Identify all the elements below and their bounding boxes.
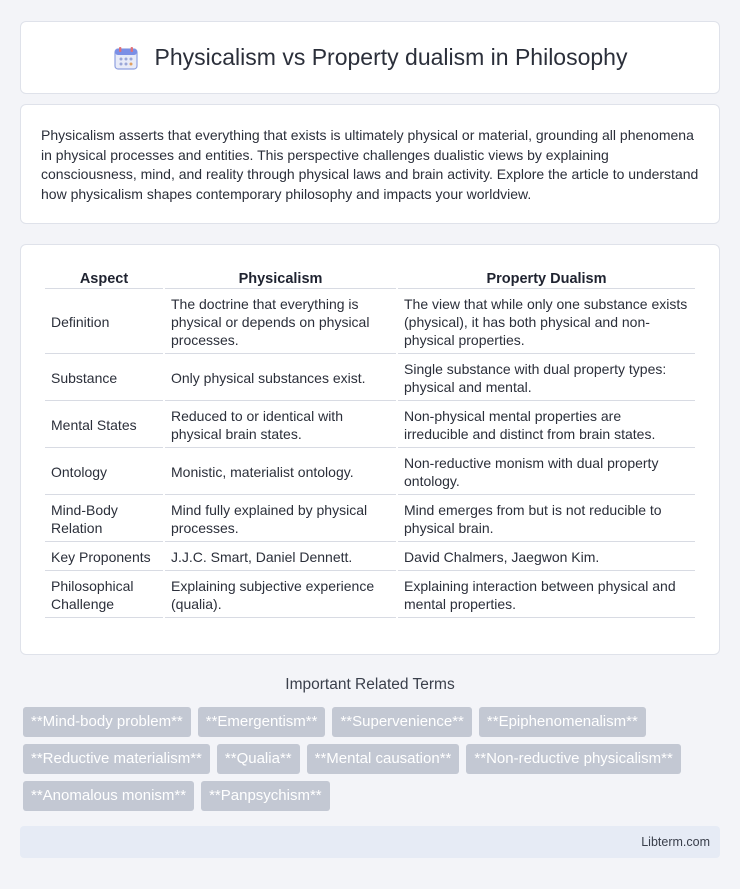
table-row — [45, 450, 695, 495]
related-terms-list — [23, 707, 703, 811]
related-term-tag[interactable]: **Mental causation** — [307, 744, 460, 774]
footer — [20, 826, 720, 858]
related-term-tag[interactable]: **Epiphenomenalism** — [479, 707, 646, 737]
table-row — [45, 497, 695, 542]
related-term-tag[interactable]: **Reductive materialism** — [23, 744, 210, 774]
related-term-tag[interactable]: **Non-reductive physicalism** — [466, 744, 680, 774]
column-header-property-dualism: Property Dualism — [398, 267, 695, 289]
aspect-cell: Ontology — [45, 450, 163, 495]
related-term-tag[interactable]: **Anomalous monism** — [23, 781, 194, 811]
related-term-tag[interactable]: **Mind-body problem** — [23, 707, 191, 737]
table-header-row — [45, 267, 695, 289]
aspect-cell: Philosophical Challenge — [45, 573, 163, 618]
intro-text: Physicalism asserts that everything that exists is ultimately physical or material, grounding all phenomena in physical processes and entities. This perspective challenges dualistic views by explaining consciousness, mind, and reality through physical laws and brain activity. Explore the article to understand how physicalism shapes contemporary philosophy and impacts your worldview. — [41, 127, 699, 202]
aspect-cell: Mind-Body Relation — [45, 497, 163, 542]
related-term-tag[interactable]: **Supervenience** — [332, 707, 471, 737]
physicalism-cell: Monistic, materialist ontology. — [165, 450, 396, 495]
physicalism-cell: Explaining subjective experience (qualia). — [165, 573, 396, 618]
related-term-tag[interactable]: **Qualia** — [217, 744, 300, 774]
table-row — [45, 403, 695, 448]
aspect-cell: Substance — [45, 356, 163, 401]
related-term-tag[interactable]: **Emergentism** — [198, 707, 326, 737]
table-row — [45, 544, 695, 571]
column-header-aspect: Aspect — [45, 267, 163, 289]
intro-card — [20, 104, 720, 224]
calendar-icon — [113, 45, 139, 71]
column-header-physicalism: Physicalism — [165, 267, 396, 289]
related-term-tag[interactable]: **Panpsychism** — [201, 781, 330, 811]
property-dualism-cell: Non-reductive monism with dual property ontology. — [398, 450, 695, 495]
property-dualism-cell: The view that while only one substance exists (physical), it has both physical and non-physical properties. — [398, 291, 695, 354]
table-row — [45, 291, 695, 354]
physicalism-cell: Mind fully explained by physical processes. — [165, 497, 396, 542]
property-dualism-cell: Non-physical mental properties are irreducible and distinct from brain states. — [398, 403, 695, 448]
comparison-table — [43, 265, 697, 620]
title-card — [20, 21, 720, 94]
physicalism-cell: Reduced to or identical with physical brain states. — [165, 403, 396, 448]
footer-site-link[interactable]: Libterm.com — [641, 835, 710, 849]
physicalism-cell: Only physical substances exist. — [165, 356, 396, 401]
property-dualism-cell: Mind emerges from but is not reducible to physical brain. — [398, 497, 695, 542]
table-row — [45, 356, 695, 401]
aspect-cell: Definition — [45, 291, 163, 354]
physicalism-cell: J.J.C. Smart, Daniel Dennett. — [165, 544, 396, 571]
property-dualism-cell: Explaining interaction between physical and mental properties. — [398, 573, 695, 618]
comparison-table-card — [20, 244, 720, 655]
aspect-cell: Mental States — [45, 403, 163, 448]
aspect-cell: Key Proponents — [45, 544, 163, 571]
property-dualism-cell: Single substance with dual property types: physical and mental. — [398, 356, 695, 401]
physicalism-cell: The doctrine that everything is physical or depends on physical processes. — [165, 291, 396, 354]
property-dualism-cell: David Chalmers, Jaegwon Kim. — [398, 544, 695, 571]
related-terms-title: Important Related Terms — [285, 676, 455, 693]
table-row — [45, 573, 695, 618]
page-title: Physicalism vs Property dualism in Philosophy — [154, 44, 628, 70]
